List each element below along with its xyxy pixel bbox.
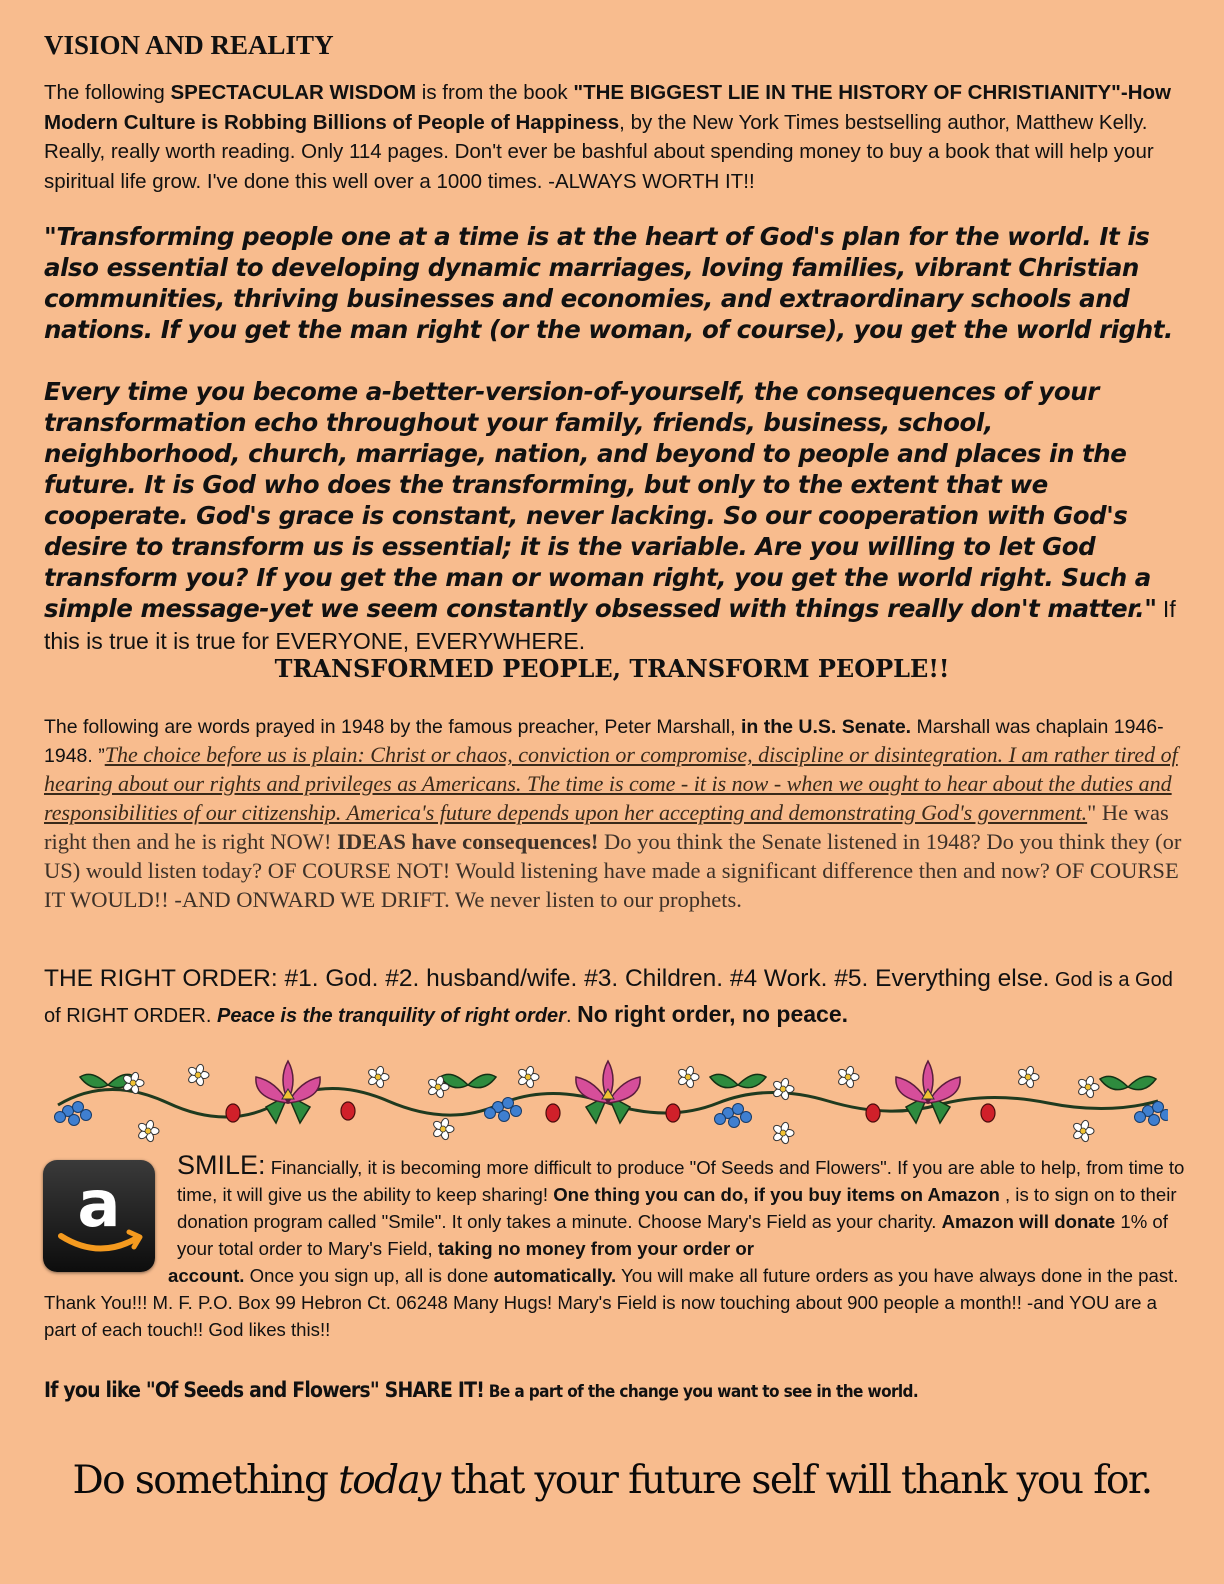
leaf — [738, 1074, 766, 1087]
daisy-center — [435, 1084, 441, 1090]
daisy-center — [685, 1074, 691, 1080]
intro-emphasis: SPECTACULAR WISDOM — [170, 81, 417, 104]
page-title: VISION AND REALITY — [44, 30, 334, 60]
daisy-center — [780, 1086, 786, 1092]
daisy-center — [525, 1074, 531, 1080]
daisy-center — [1025, 1074, 1031, 1080]
blue-berry — [1161, 1110, 1169, 1121]
blue-berry — [499, 1111, 510, 1122]
smile-text: You will make all future orders as you have always done in the past. Thank You!!! M. F. P.O. Box 99 Hebron Ct. 06248 Many Hugs! Mary's Field is now touching about 900 people a month!! -and YOU are a part of each touch!! God likes this!! — [44, 1265, 1179, 1340]
marshall-text: The following are words prayed in 1948 by the famous preacher, Peter Marshall, — [44, 716, 741, 738]
daisy-center — [375, 1074, 381, 1080]
right-order-paragraph — [44, 962, 1194, 1033]
blue-berry — [55, 1112, 66, 1123]
daisy-center — [780, 1130, 786, 1136]
svg-text:a: a — [77, 1168, 121, 1242]
leaf — [80, 1074, 108, 1087]
closing-quote — [0, 1458, 1224, 1503]
leaf — [1100, 1076, 1128, 1089]
red-berry — [666, 1104, 680, 1122]
marshall-emphasis: IDEAS have consequences! — [337, 829, 599, 854]
smile-paragraph — [44, 1152, 1194, 1343]
share-subtext: Be a part of the change you want to see in the world. — [484, 1382, 919, 1402]
marshall-prayer: The choice before us is plain: Christ or chaos, conviction or compromise, discipline or disintegration. I am rather tired of hearing about our rights and privileges as Americans. The time is come - it is now - when we ought to hear about the duties and responsibilities of our citizenship. America's future depends upon her accepting and demonstrating God's government. — [44, 742, 1178, 825]
daisy-center — [1085, 1084, 1091, 1090]
blue-berry — [741, 1112, 752, 1123]
smile-emphasis: automatically. — [493, 1265, 617, 1286]
right-order-strong: No right order, no peace. — [577, 1001, 849, 1027]
red-berry — [546, 1104, 560, 1122]
red-berry — [981, 1104, 995, 1122]
daisy-center — [845, 1074, 851, 1080]
book-title: "THE BIGGEST LIE IN THE HISTORY OF CHRISTIANITY"-How Modern Culture is Robbing Billions of People of Happiness — [44, 81, 1171, 134]
leaf — [710, 1074, 738, 1087]
floral-vine-divider — [48, 1055, 1168, 1145]
smile-emphasis: One thing you can do, if you buy items on Amazon — [553, 1184, 1000, 1205]
leaf — [468, 1074, 496, 1087]
leaf — [1128, 1076, 1156, 1089]
red-berry — [226, 1104, 240, 1122]
quote-comment: If this is true it is true for EVERYONE, EVERYWHERE. — [44, 596, 1176, 654]
daisy-center — [440, 1126, 446, 1132]
smile-emphasis: taking no money from your order or — [437, 1238, 754, 1259]
blue-berry — [729, 1117, 740, 1128]
right-order-emphasis: Peace is the tranquility of right order — [217, 1005, 566, 1027]
smile-text: , is to sign on to their donation program called "Smile". It only takes a minute. Choose Mary's Field as your charity. — [177, 1184, 1177, 1232]
marshall-comment: " He was right then and he is right NOW! — [44, 800, 1169, 854]
red-berry — [341, 1102, 355, 1120]
section-banner: TRANSFORMED PEOPLE, TRANSFORM PEOPLE!! — [274, 654, 950, 683]
marshall-text: Marshall was chaplain 1946-1948. ” — [44, 716, 1164, 767]
smile-indented-block — [44, 1152, 1194, 1262]
smile-emphasis: account. — [168, 1265, 245, 1286]
daisy-center — [130, 1080, 136, 1086]
daisy-center — [1080, 1128, 1086, 1134]
right-order-text: God is a God of RIGHT ORDER. — [44, 969, 1173, 1027]
blue-berry — [81, 1110, 92, 1121]
quote-paragraph-2 — [44, 376, 1194, 657]
blue-berry — [485, 1108, 496, 1119]
marshall-emphasis: in the U.S. Senate. — [740, 716, 912, 738]
blue-berry — [69, 1115, 80, 1126]
intro-paragraph — [44, 78, 1184, 196]
blue-berry — [511, 1106, 522, 1117]
marshall-comment: Do you think the Senate listened in 1948? Do you think they (or US) would listen today? OF COURSE NOT! Would listening have made a significant difference then and now? OF COURSE IT WOULD!! -AND ONWARD WE DRIFT. We never listen to our prophets. — [44, 829, 1182, 912]
intro-text: The following — [44, 81, 171, 104]
marshall-paragraph — [44, 713, 1194, 915]
smile-heading: SMILE: — [177, 1150, 266, 1180]
smile-text: 1% of your total order to Mary's Field, — [177, 1211, 1168, 1259]
daisy-center — [195, 1072, 201, 1078]
right-order-list: THE RIGHT ORDER: #1. God. #2. husband/wife. #3. Children. #4 Work. #5. Everything else. — [44, 965, 1050, 992]
share-callout: If you like "Of Seeds and Flowers" SHARE IT! — [44, 1378, 485, 1402]
blue-berry — [1135, 1112, 1146, 1123]
blue-berry — [1149, 1115, 1160, 1126]
intro-text: , by the New York Times bestselling author, Matthew Kelly. Really, really worth reading. Only 114 pages. Don't ever be bashful about spending money to buy a book that will help your spiritual life grow. I've done this well over a 1000 times. -ALWAYS WORTH IT!! — [44, 110, 1154, 193]
blue-berry — [715, 1114, 726, 1125]
intro-text: is from the book — [416, 81, 574, 104]
smile-text: Financially, it is becoming more difficult to produce "Of Seeds and Flowers". If you are able to help, from time to time, it will give us the ability to keep sharing! — [177, 1157, 1185, 1205]
smile-text: Once you sign up, all is done — [244, 1265, 494, 1286]
closing-text: that your future self will thank you for. — [439, 1458, 1152, 1503]
quote-paragraph-1: "Transforming people one at a time is at the heart of God's plan for the world. It is also essential to developing dynamic marriages, loving families, vibrant Christian communities, thriving businesses and economies, and extraordinary schools and nations. If you get the man right (or the woman, of course), you get the world right. — [44, 222, 1173, 344]
red-berry — [866, 1104, 880, 1122]
closing-text: Do something — [72, 1458, 339, 1503]
closing-emphasis: today — [338, 1458, 440, 1503]
quote-text: Every time you become a-better-version-of-yourself, the consequences of your transformation echo throughout your family, friends, business, school, neighborhood, church, marriage, nation, and beyond to people and places in the future. It is God who does the transforming, but only to the extent that we cooperate. God's grace is constant, never lacking. So our cooperation with God's desire to transform us is essential; it is the variable. Are you willing to let God transform you? If you get the man or woman right, you get the world right. Such a simple message-yet we seem constantly obsessed with things really don't matter." — [44, 377, 1157, 623]
smile-emphasis: Amazon will donate — [941, 1211, 1116, 1232]
daisy-center — [145, 1128, 151, 1134]
right-order-text: . — [565, 1005, 578, 1027]
share-line — [44, 1378, 1194, 1402]
